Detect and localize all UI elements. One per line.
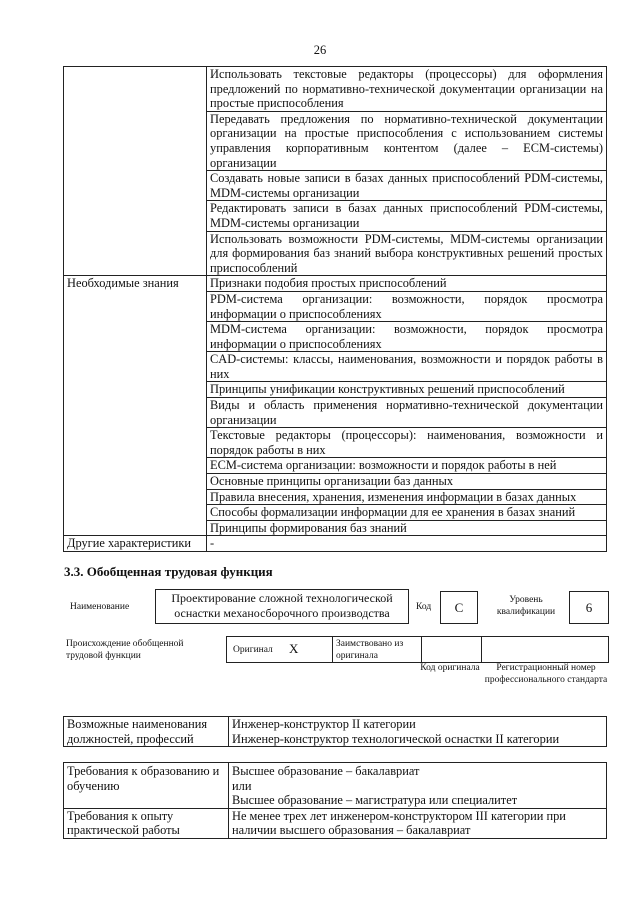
level-label: Уровень квалификации: [496, 595, 556, 617]
main-table-row: [64, 536, 607, 552]
main-table: [63, 66, 607, 552]
other-value: -: [207, 536, 607, 552]
section-heading: 3.3. Обобщенная трудовая функция: [64, 564, 273, 579]
education-row: [64, 763, 607, 809]
knowledge-item: Способы формализации информации для ее хранения в базах знаний: [207, 505, 607, 521]
experience-value: Не менее трех лет инженером-конструктором III категории при наличии высшего образования – бакалавриат: [229, 808, 607, 838]
code-value: C: [454, 600, 464, 615]
origin-divider-3: [481, 637, 482, 662]
knowledge-item: Виды и область применения нормативно-технической документации организации: [207, 398, 607, 428]
requirements-table: [63, 762, 607, 839]
main-table-row: [64, 67, 607, 112]
skill-item: Создавать новые записи в базах данных приспособлений PDM-системы, MDM-системы организации: [207, 171, 607, 201]
education-value: или: [232, 778, 252, 793]
level-value-box: [569, 591, 609, 624]
skill-item: Использовать текстовые редакторы (процессоры) для оформления предложений по нормативно-технической документации организации на простые приспособления: [207, 67, 607, 112]
code-original-caption: Код оригинала: [420, 663, 480, 673]
knowledge-item: MDM-система организации: возможности, порядок просмотра информации о приспособлениях: [207, 322, 607, 352]
positions-label: Возможные наименования должностей, профессий: [64, 717, 229, 747]
positions-row: [64, 717, 607, 747]
knowledge-item: Принципы формирования баз знаний: [207, 520, 607, 536]
position-value: Инженер-конструктор технологической оснастки II категории: [232, 731, 560, 746]
education-values: [229, 763, 607, 809]
origin-divider-2: [421, 637, 422, 662]
knowledge-label: Необходимые знания: [64, 276, 207, 536]
knowledge-item: Правила внесения, хранения, изменения информации в базах данных: [207, 489, 607, 505]
name-value: Проектирование сложной технологической оснастки механосборочного производства: [171, 591, 393, 620]
code-label: Код: [416, 602, 432, 612]
origin-boxes: [226, 636, 609, 663]
skill-item: Редактировать записи в базах данных приспособлений PDM-системы, MDM-системы организации: [207, 201, 607, 231]
knowledge-item: CAD-системы: классы, наименования, возможности и порядок работы в них: [207, 352, 607, 382]
knowledge-item: Признаки подобия простых приспособлений: [207, 276, 607, 292]
knowledge-item: ECM-система организации: возможности и порядок работы в ней: [207, 458, 607, 474]
origin-label: Происхождение обобщенной трудовой функции: [66, 639, 184, 661]
knowledge-item: Текстовые редакторы (процессоры): наименования, возможности и порядок работы в них: [207, 428, 607, 458]
knowledge-item: Основные принципы организации баз данных: [207, 474, 607, 490]
experience-label: Требования к опыту практической работы: [64, 808, 229, 838]
name-value-box: [155, 589, 409, 624]
education-label: Требования к образованию и обучению: [64, 763, 229, 809]
level-value: 6: [585, 600, 593, 615]
positions-values: [229, 717, 607, 747]
position-value: Инженер-конструктор II категории: [232, 717, 416, 731]
knowledge-item: Принципы унификации конструктивных решений приспособлений: [207, 382, 607, 398]
positions-table: [63, 716, 607, 747]
experience-row: [64, 808, 607, 838]
skill-item: Передавать предложения по нормативно-технической документации организации на простые приспособления с использованием системы управления корпоративным контентом (далее – ECM-системы) организации: [207, 111, 607, 170]
skill-item: Использовать возможности PDM-системы, MDM-системы организации для формирования баз знаний выбора конструктивных решений простых приспособлений: [207, 231, 607, 276]
name-label: Наименование: [70, 602, 130, 612]
code-value-box: [440, 591, 478, 624]
main-table-body: [64, 67, 607, 552]
education-value: Высшее образование – магистратура или специалитет: [232, 793, 518, 808]
other-label: Другие характеристики: [64, 536, 207, 552]
reg-number-caption: Регистрационный номер профессионального стандарта: [484, 663, 608, 685]
page-number: 26: [313, 43, 327, 57]
knowledge-item: PDM-система организации: возможности, порядок просмотра информации о приспособлениях: [207, 291, 607, 321]
skills-label-cell: [64, 67, 207, 276]
main-table-row: [64, 276, 607, 292]
original-label: Оригинал: [233, 645, 273, 655]
origin-divider-1: [332, 637, 333, 662]
education-value: Высшее образование – бакалавриат: [232, 764, 420, 778]
borrowed-label: Заимствовано из оригинала: [336, 639, 404, 661]
original-mark: X: [289, 641, 299, 656]
